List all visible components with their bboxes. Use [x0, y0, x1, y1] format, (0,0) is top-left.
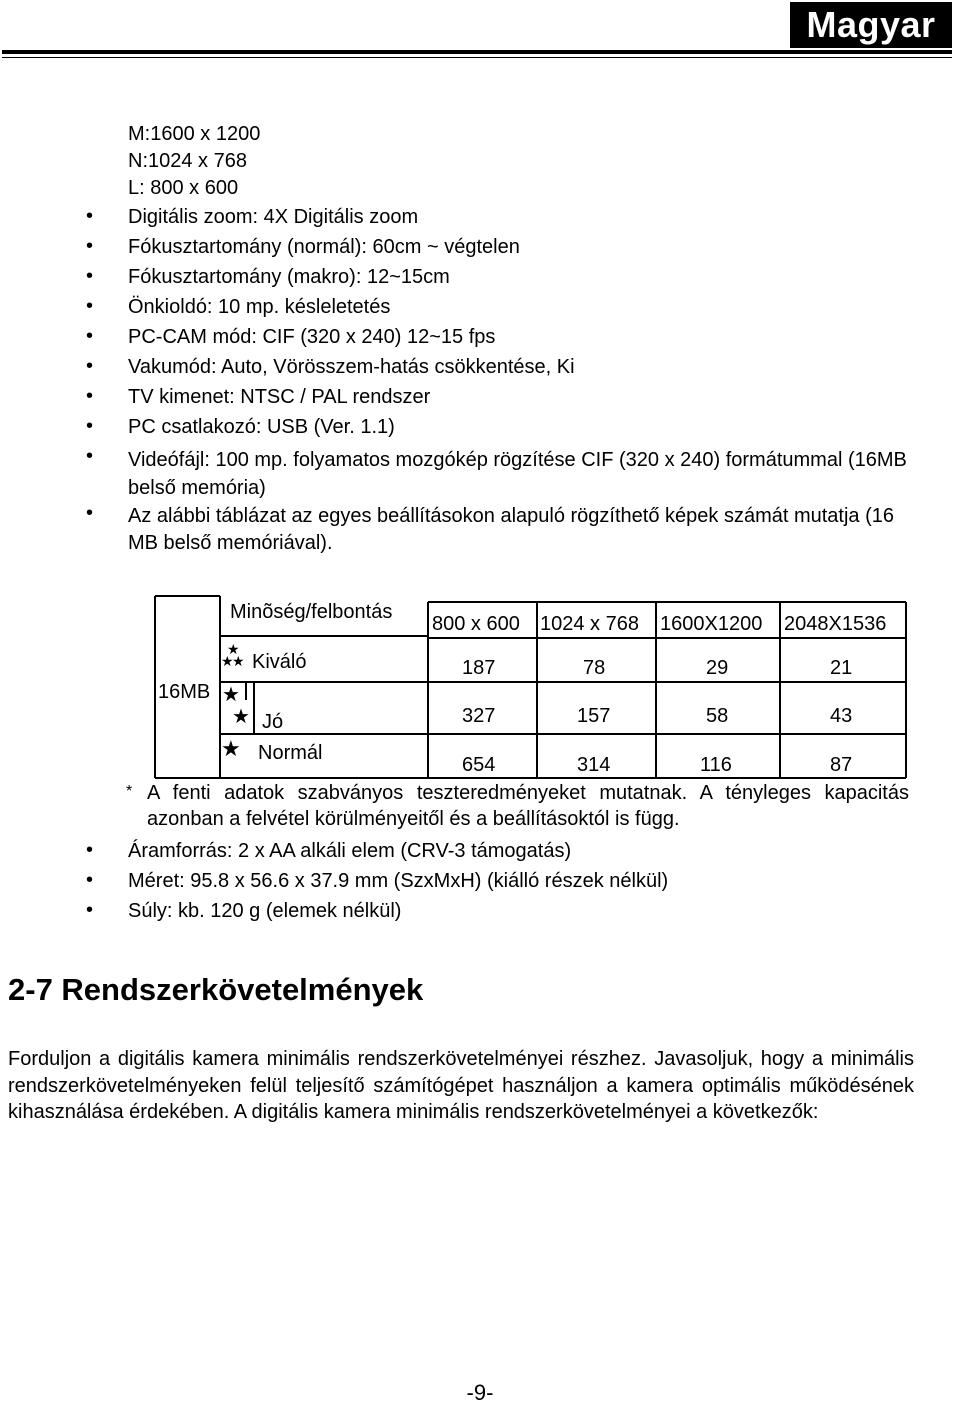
spec-item: PC-CAM mód: CIF (320 x 240) 12~15 fps [128, 326, 496, 348]
table-cell: 87 [830, 754, 853, 776]
bullet-marker: • [86, 355, 94, 377]
table-cell: 327 [462, 705, 496, 727]
section-heading: 2-7 Rendszerkövetelmények [8, 972, 424, 1007]
table-cell: 116 [700, 754, 732, 776]
bullet-marker: • [86, 295, 94, 317]
section-paragraph: Forduljon a digitális kamera minimális rendszerkövetelményei részhez. Javasoljuk, hogy a minimális rendszerkövetelményeken felül teljesítő számítógépet használjon a kamera optimális működésének kihasználása érdekében. A digitális kamera minimális rendszerkövetelményei a következők: [8, 1048, 914, 1123]
table-cell: 314 [577, 754, 611, 776]
star-icon: ★ [232, 706, 250, 728]
spec-item: Digitális zoom: 4X Digitális zoom [128, 206, 419, 228]
star-icon: ★ [221, 653, 234, 669]
language-tag: Magyar [790, 2, 952, 48]
spec-item: Az alábbi táblázat az egyes beállításokon alapuló rögzíthető képek számát mutatja (16 MB belső memóriával). [128, 505, 895, 554]
spec-item: Méret: 95.8 x 56.6 x 37.9 mm (SzxMxH) (kiálló részek nélkül) [128, 870, 669, 892]
table-cell: 29 [706, 657, 729, 679]
star-icon: ★ [221, 736, 241, 761]
quality-label: Kiváló [252, 651, 307, 673]
spec-item: PC csatlakozó: USB (Ver. 1.1) [128, 416, 395, 438]
spec-item: Fókusztartomány (makro): 12~15cm [128, 266, 450, 288]
bullet-marker: • [86, 265, 94, 287]
resolution-line: L: 800 x 600 [128, 177, 239, 199]
spec-item: TV kimenet: NTSC / PAL rendszer [128, 386, 431, 408]
page-number: -9- [466, 1380, 494, 1405]
table-cell: 157 [577, 705, 611, 727]
footnote-mark: * [126, 783, 133, 800]
table-cell: 187 [462, 657, 496, 679]
bullet-marker: • [86, 899, 94, 921]
spec-item: Vakumód: Auto, Vörösszem-hatás csökkentése, Ki [128, 356, 575, 378]
spec-item: Videófájl: 100 mp. folyamatos mozgókép rögzítése CIF (320 x 240) formátummal (16MB belső memória) [128, 449, 907, 499]
table-cell: 78 [583, 657, 606, 679]
star-icon: ★ [222, 684, 240, 706]
spec-item: Önkioldó: 10 mp. késleletetés [128, 296, 391, 318]
column-header: 800 x 600 [432, 613, 520, 635]
resolution-line: N:1024 x 768 [128, 150, 247, 172]
column-header: 1024 x 768 [540, 613, 639, 635]
bullet-marker: • [86, 839, 94, 861]
bullet-marker: • [86, 869, 94, 891]
resolution-line: M:1600 x 1200 [128, 123, 261, 145]
quality-label: Jó [262, 711, 284, 733]
table-header-label: Minõség/felbontás [230, 601, 393, 623]
spec-item: Súly: kb. 120 g (elemek nélkül) [128, 900, 402, 922]
table-cell: 58 [706, 705, 729, 727]
table-cell: 43 [830, 705, 853, 727]
memory-label: 16MB [158, 681, 211, 703]
spec-item: Fókusztartomány (normál): 60cm ~ végtelen [128, 236, 520, 258]
footnote-text: A fenti adatok szabványos teszteredményeket mutatnak. A tényleges kapacitás azonban a felvétel körülményeitől és a beállításoktól is függ. [147, 782, 909, 830]
bullet-marker: • [86, 445, 94, 467]
table-cell: 21 [830, 657, 853, 679]
bullet-marker: • [86, 415, 94, 437]
bullet-marker: • [86, 385, 94, 407]
quality-label: Normál [258, 742, 323, 764]
column-header: 1600X1200 [660, 613, 763, 635]
bullet-marker: • [86, 205, 94, 227]
bullet-marker: • [86, 235, 94, 257]
bullet-marker: • [86, 325, 94, 347]
table-cell: 654 [462, 754, 496, 776]
star-icon: ★ [232, 653, 245, 669]
spec-item: Áramforrás: 2 x AA alkáli elem (CRV-3 támogatás) [128, 840, 572, 862]
bullet-marker: • [86, 502, 94, 524]
column-header: 2048X1536 [784, 613, 887, 635]
star-icon: ★ [227, 641, 240, 657]
